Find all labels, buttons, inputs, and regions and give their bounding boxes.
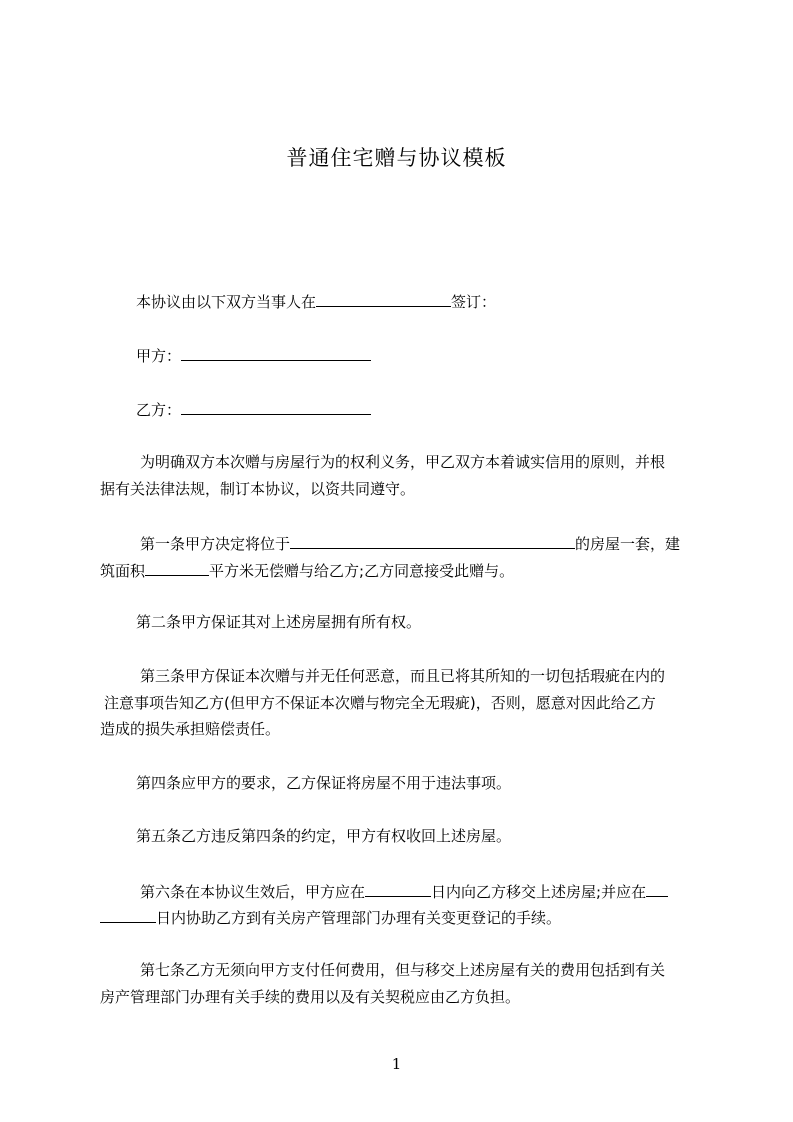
registration-days-blank-start[interactable] <box>646 880 668 897</box>
party-a-label: 甲方： <box>136 347 182 365</box>
intro-text-after: 签订： <box>451 293 497 311</box>
article-6-text-c: 日内协助乙方到有关房产管理部门办理有关变更登记的手续。 <box>156 909 562 927</box>
party-b-blank[interactable] <box>181 398 371 415</box>
article-6-line-1 <box>140 880 750 902</box>
article-6-text-a: 第六条在本协议生效后，甲方应在 <box>140 883 366 901</box>
floor-area-blank[interactable] <box>145 559 209 576</box>
handover-days-blank[interactable] <box>365 880 431 897</box>
registration-days-blank-end[interactable] <box>100 906 156 923</box>
article-1-text-d: 平方米无偿赠与给乙方;乙方同意接受此赠与。 <box>209 562 515 580</box>
article-1-line-1 <box>140 532 750 554</box>
article-6-text-b: 日内向乙方移交上述房屋;并应在 <box>431 883 647 901</box>
party-b-label: 乙方： <box>136 401 182 419</box>
article-7-line-1: 第七条乙方无须向甲方支付任何费用，但与移交上述房屋有关的费用包括到有关 <box>140 961 666 979</box>
preamble-line-1: 为明确双方本次赠与房屋行为的权利义务，甲乙双方本着诚实信用的原则，并根 <box>140 453 666 471</box>
article-3-line-1: 第三条甲方保证本次赠与并无任何恶意，而且已将其所知的一切包括瑕疵在内的 <box>140 667 666 685</box>
signing-place-blank[interactable] <box>316 290 451 307</box>
party-a-blank[interactable] <box>181 344 371 361</box>
article-3-line-3: 造成的损失承担赔偿责任。 <box>100 720 281 738</box>
document-title: 普通住宅赠与协议模板 <box>286 146 507 170</box>
article-1-text-c: 筑面积 <box>100 562 146 580</box>
article-1-text-a: 第一条甲方决定将位于 <box>140 535 291 553</box>
party-b-line <box>136 398 746 420</box>
party-a-line <box>136 344 746 366</box>
intro-line <box>136 290 746 312</box>
article-4: 第四条应甲方的要求，乙方保证将房屋不用于违法事项。 <box>136 774 512 792</box>
article-5: 第五条乙方违反第四条的约定，甲方有权收回上述房屋。 <box>136 827 512 845</box>
preamble-line-2: 据有关法律法规，制订本协议，以资共同遵守。 <box>100 480 416 498</box>
article-7-line-2: 房产管理部门办理有关手续的费用以及有关契税应由乙方负担。 <box>100 988 521 1006</box>
property-location-blank[interactable] <box>290 532 575 549</box>
article-3-line-2: 注意事项告知乙方(但甲方不保证本次赠与物完全无瑕疵)，否则，愿意对因此给乙方 <box>104 694 656 712</box>
article-2: 第二条甲方保证其对上述房屋拥有所有权。 <box>136 613 422 631</box>
page-number: 1 <box>391 1055 402 1073</box>
article-1-text-b: 的房屋一套，建 <box>575 535 681 553</box>
article-6-line-2 <box>100 906 710 928</box>
intro-text-before: 本协议由以下双方当事人在 <box>136 293 317 311</box>
article-1-line-2 <box>100 559 710 581</box>
